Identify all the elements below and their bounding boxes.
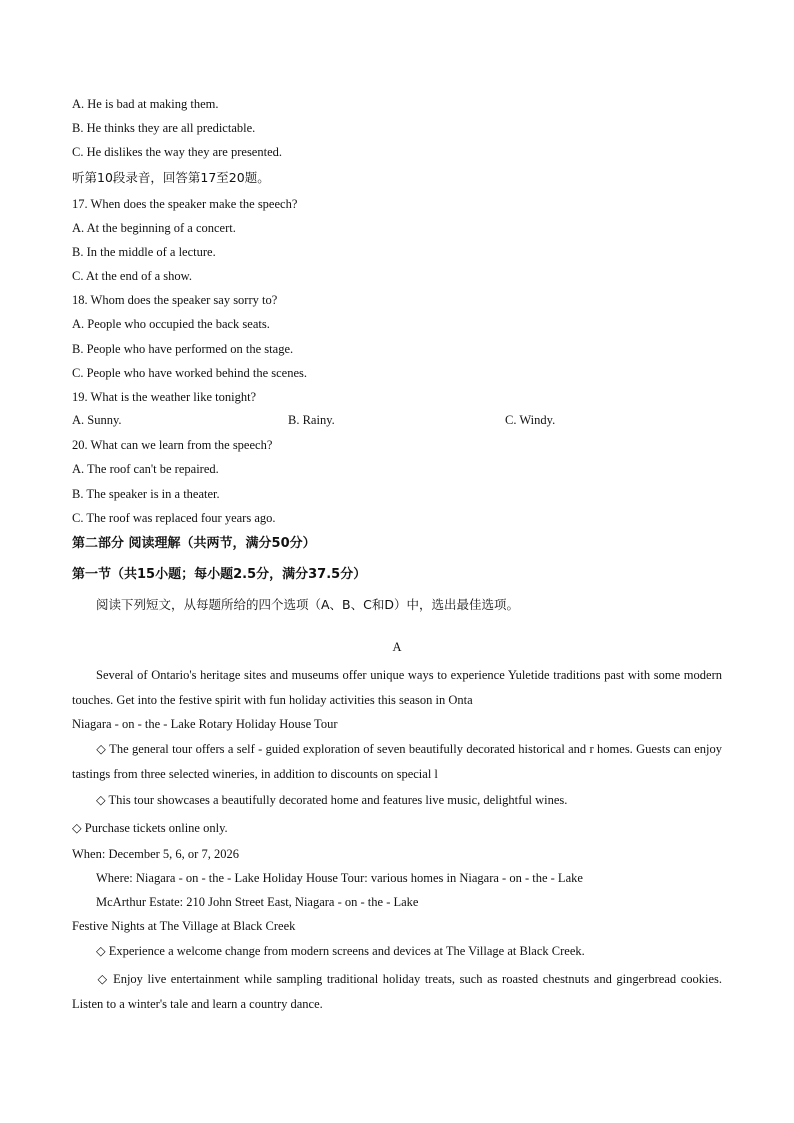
q17-question: 17. When does the speaker make the speech? bbox=[72, 197, 298, 211]
q20-option-c: C. The roof was replaced four years ago. bbox=[72, 511, 276, 525]
q16-option-b: B. He thinks they are all predictable. bbox=[72, 121, 256, 135]
q19-option-a: A. Sunny. bbox=[72, 413, 122, 427]
passage-intro-text: Several of Ontario's heritage sites and museums offer unique ways to experience Yuletide traditions past with some modern touches. Get into the festive spirit with fun holiday activities this season in Onta bbox=[72, 668, 722, 707]
passage-intro bbox=[72, 663, 722, 713]
event1-where: Where: Niagara - on - the - Lake Holiday House Tour: various homes in Niagara - on - the - Lake bbox=[96, 871, 583, 885]
q16-option-c: C. He dislikes the way they are presented. bbox=[72, 145, 283, 159]
reading-instruction: 阅读下列短文，从每题所给的四个选项（A、B、C和D）中，选出最佳选项。 bbox=[96, 597, 519, 612]
event2-bullet1: ◇ Experience a welcome change from modern screens and devices at The Village at Black Creek. bbox=[96, 944, 585, 958]
event1-bullet1 bbox=[72, 737, 722, 787]
q19-question: 19. What is the weather like tonight? bbox=[72, 390, 257, 404]
event2-bullet2-text: ◇ Enjoy live entertainment while sampling traditional holiday treats, such as roasted chestnuts and gingerbread cookies. Listen to a winter's tale and learn a country dance. bbox=[72, 972, 722, 1011]
q17-option-b: B. In the middle of a lecture. bbox=[72, 245, 216, 259]
section10-instruction: 听第10段录音，回答第17至20题。 bbox=[72, 170, 270, 185]
q18-option-a: A. People who occupied the back seats. bbox=[72, 317, 270, 331]
event1-title: Niagara - on - the - Lake Rotary Holiday House Tour bbox=[72, 717, 338, 731]
q18-question: 18. Whom does the speaker say sorry to? bbox=[72, 293, 278, 307]
q18-option-c: C. People who have worked behind the scenes. bbox=[72, 366, 308, 380]
section1-title: 第一节（共15小题；每小题2.5分，满分37.5分） bbox=[72, 567, 367, 582]
event1-bullet3: ◇ Purchase tickets online only. bbox=[72, 821, 228, 835]
q17-option-a: A. At the beginning of a concert. bbox=[72, 221, 236, 235]
event1-bullet1-text: ◇ The general tour offers a self - guided exploration of seven beautifully decorated historical and r homes. Guests can enjoy tastings from three selected wineries, in addition to discounts on special l bbox=[72, 742, 722, 781]
passage-label: A bbox=[392, 640, 402, 654]
q19-option-c: C. Windy. bbox=[505, 413, 556, 427]
event2-title: Festive Nights at The Village at Black Creek bbox=[72, 919, 296, 933]
part2-title: 第二部分 阅读理解（共两节，满分50分） bbox=[72, 536, 316, 551]
q20-option-b: B. The speaker is in a theater. bbox=[72, 487, 220, 501]
event1-when: When: December 5, 6, or 7, 2026 bbox=[72, 847, 239, 861]
event2-bullet2 bbox=[72, 967, 722, 1017]
q20-question: 20. What can we learn from the speech? bbox=[72, 438, 273, 452]
q18-option-b: B. People who have performed on the stage. bbox=[72, 342, 294, 356]
q19-option-b: B. Rainy. bbox=[288, 413, 335, 427]
q16-option-a: A. He is bad at making them. bbox=[72, 97, 219, 111]
q20-option-a: A. The roof can't be repaired. bbox=[72, 462, 219, 476]
event1-bullet2: ◇ This tour showcases a beautifully decorated home and features live music, delightful wines. bbox=[96, 793, 568, 807]
event1-estate: McArthur Estate: 210 John Street East, Niagara - on - the - Lake bbox=[96, 895, 419, 909]
q17-option-c: C. At the end of a show. bbox=[72, 269, 193, 283]
